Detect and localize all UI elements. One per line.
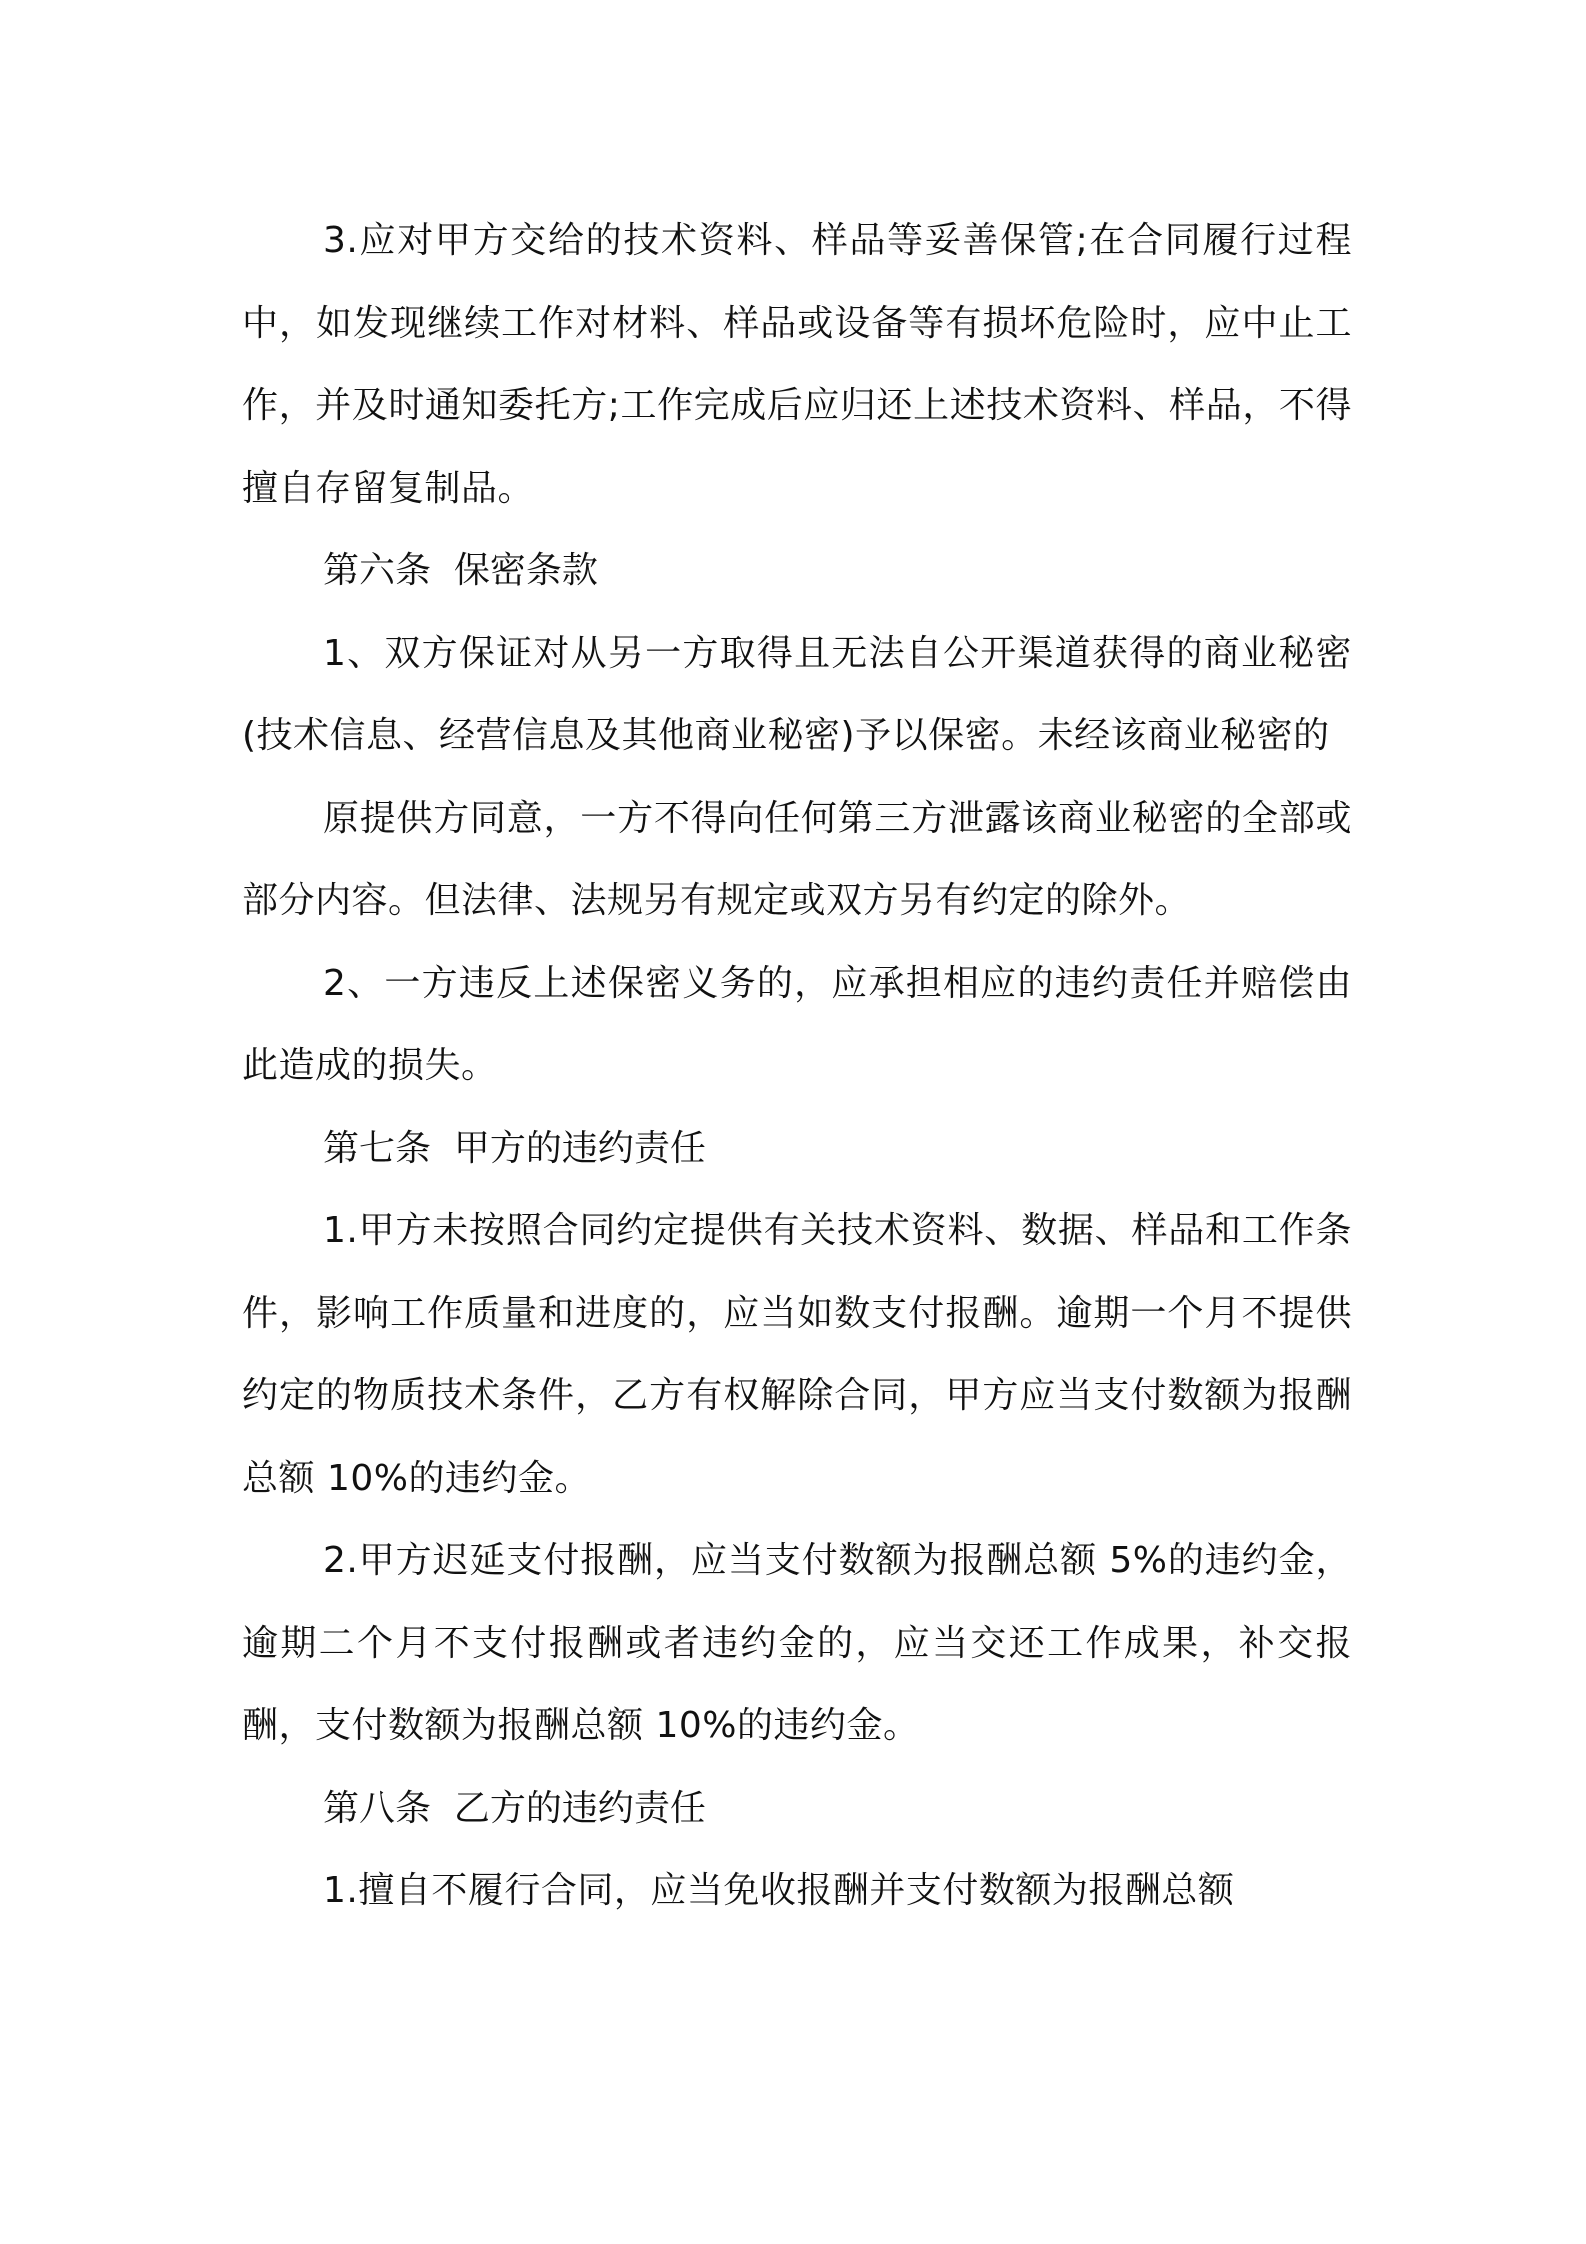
article-6-heading: 第六条 保密条款 [323, 550, 598, 591]
article-8-heading: 第八条 乙方的违约责任 [323, 1787, 706, 1829]
clause-8-item-1: 1.擅自不履行合同，应当免收报酬并支付数额为报酬总额 [323, 1870, 1235, 1911]
article-7-heading: 第七条 甲方的违约责任 [323, 1127, 706, 1169]
clause-6-item-2: 2、一方违反上述保密义务的，应承担相应的违约责任并赔偿由此造成的损失。 [242, 962, 1352, 1086]
document-page [242, 200, 1352, 1933]
clause-6-item-1: 1、双方保证对从另一方取得且无法自公开渠道获得的商业秘密(技术信息、经营信息及其他商业秘密)予以保密。未经该商业秘密的 [242, 632, 1352, 756]
clause-7-item-1: 1.甲方未按照合同约定提供有关技术资料、数据、样品和工作条件，影响工作质量和进度的，应当如数支付报酬。逾期一个月不提供约定的物质技术条件，乙方有权解除合同，甲方应当支付数额为报酬总额 10%的违约金。 [242, 1210, 1352, 1499]
clause-6-item-1-continued: 原提供方同意，一方不得向任何第三方泄露该商业秘密的全部或部分内容。但法律、法规另有规定或双方另有约定的除外。 [242, 797, 1352, 921]
clause-5-item-3: 3.应对甲方交给的技术资料、样品等妥善保管;在合同履行过程中，如发现继续工作对材料、样品或设备等有损坏危险时，应中止工作，并及时通知委托方;工作完成后应归还上述技术资料、样品，不得擅自存留复制品。 [242, 220, 1352, 509]
clause-7-item-2: 2.甲方迟延支付报酬，应当支付数额为报酬总额 5%的违约金，逾期二个月不支付报酬或者违约金的，应当交还工作成果，补交报酬，支付数额为报酬总额 10%的违约金。 [242, 1540, 1352, 1746]
